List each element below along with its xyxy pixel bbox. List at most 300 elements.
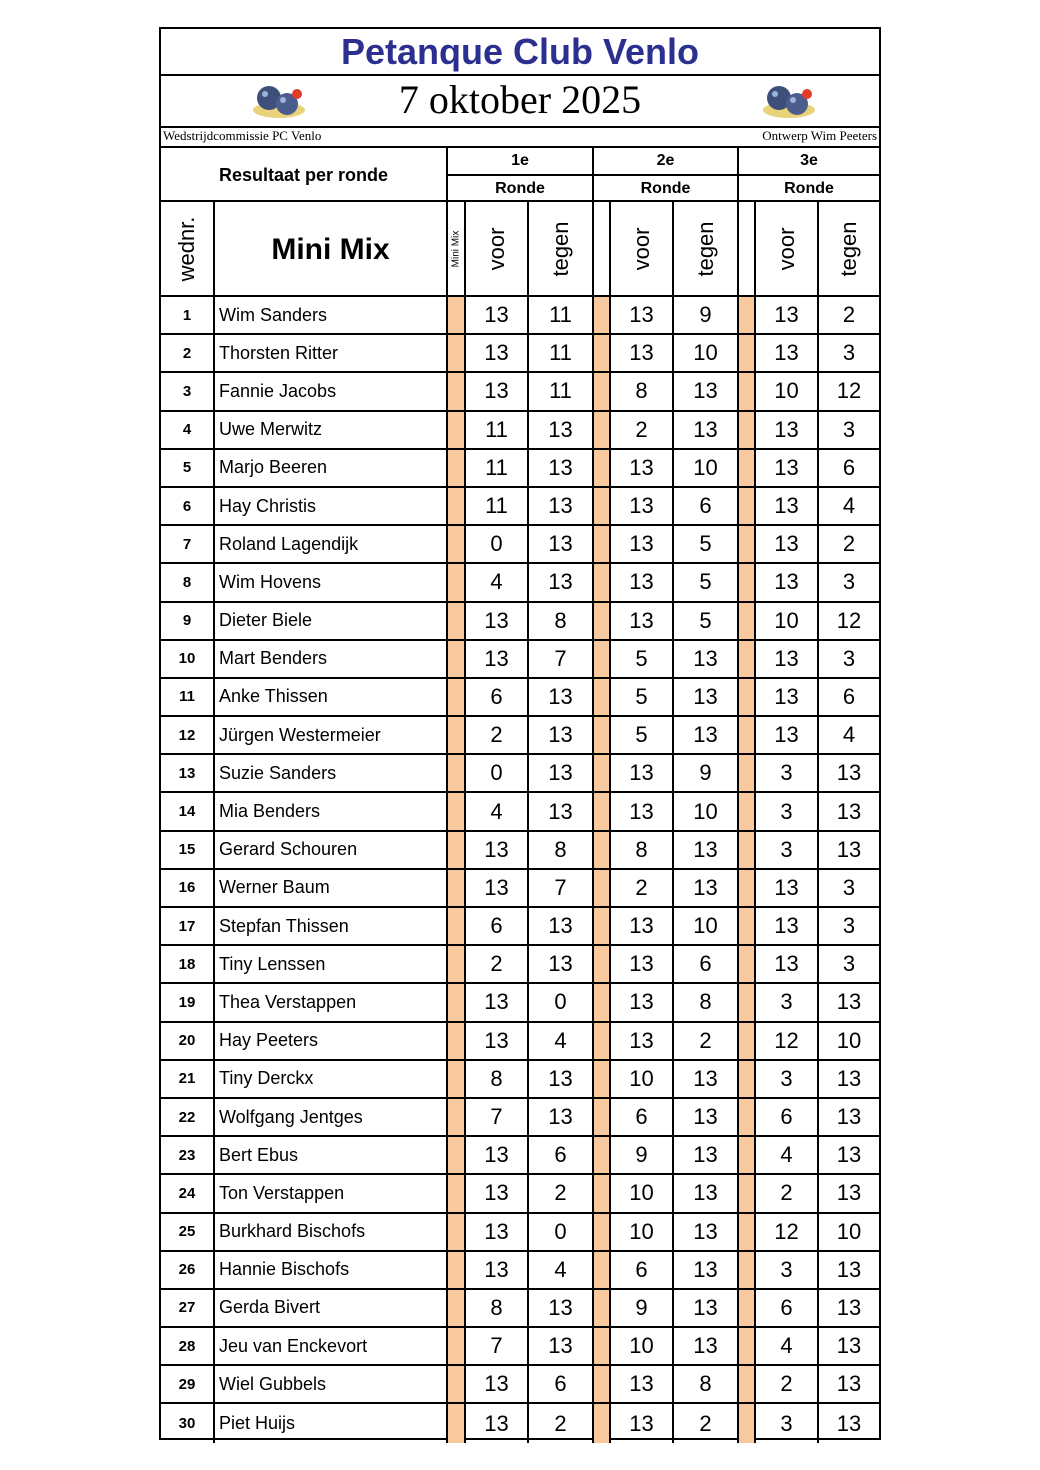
round-divider bbox=[739, 1252, 756, 1288]
score-tegen-r1: 2 bbox=[529, 1175, 594, 1211]
table-row bbox=[161, 679, 879, 717]
score-tegen-r1: 11 bbox=[529, 373, 594, 409]
col-header-wednr bbox=[161, 202, 215, 297]
round-divider bbox=[594, 1099, 611, 1135]
player-name: Stepfan Thissen bbox=[215, 908, 448, 944]
score-tegen-r3: 12 bbox=[836, 607, 862, 633]
round-divider bbox=[739, 870, 756, 906]
col-header-tegen-1 bbox=[529, 202, 594, 297]
table-row bbox=[161, 641, 879, 679]
score-voor-r3: 13 bbox=[756, 946, 819, 982]
player-number: 22 bbox=[161, 1099, 215, 1135]
score-voor-r2: 5 bbox=[611, 679, 674, 715]
round-divider bbox=[594, 488, 611, 524]
score-tegen-r3: 13 bbox=[836, 1065, 862, 1091]
player-number: 3 bbox=[161, 373, 215, 409]
round-divider bbox=[448, 1328, 466, 1364]
score-tegen-r1: 13 bbox=[529, 450, 594, 486]
player-number: 8 bbox=[161, 564, 215, 600]
score-voor-r2: 6 bbox=[611, 1252, 674, 1288]
score-voor-r2: 8 bbox=[611, 832, 674, 868]
score-voor-r2: 13 bbox=[611, 526, 674, 562]
score-voor-r1: 13 bbox=[466, 1023, 529, 1059]
round-divider bbox=[594, 641, 611, 677]
table-row bbox=[161, 1366, 879, 1404]
player-name: Gerda Bivert bbox=[215, 1290, 448, 1326]
table-row bbox=[161, 1214, 879, 1252]
score-voor-r3: 13 bbox=[756, 908, 819, 944]
player-name: Hay Peeters bbox=[215, 1023, 448, 1059]
table-row bbox=[161, 1404, 879, 1442]
results-sheet bbox=[159, 27, 881, 1440]
round-divider bbox=[448, 984, 466, 1020]
score-tegen-r3: 2 bbox=[842, 302, 856, 328]
score-tegen-r3: 13 bbox=[836, 1333, 862, 1359]
score-tegen-r2: 8 bbox=[674, 1366, 739, 1402]
score-tegen-r1: 13 bbox=[529, 755, 594, 791]
round-divider bbox=[448, 679, 466, 715]
score-voor-r3: 3 bbox=[756, 1252, 819, 1288]
score-tegen-r3: 3 bbox=[842, 913, 856, 939]
round-divider bbox=[594, 793, 611, 829]
score-voor-r1: 13 bbox=[466, 297, 529, 333]
round-divider bbox=[594, 564, 611, 600]
col-header-voor-2 bbox=[611, 202, 674, 297]
round-divider bbox=[739, 450, 756, 486]
round-divider bbox=[739, 679, 756, 715]
player-name: Dieter Biele bbox=[215, 603, 448, 639]
table-row bbox=[161, 1061, 879, 1099]
table-row bbox=[161, 946, 879, 984]
score-tegen-r1: 0 bbox=[529, 984, 594, 1020]
player-name: Jürgen Westermeier bbox=[215, 717, 448, 753]
score-tegen-r2: 5 bbox=[674, 564, 739, 600]
score-tegen-r1: 13 bbox=[529, 717, 594, 753]
round-divider bbox=[594, 1137, 611, 1173]
score-tegen-r1: 13 bbox=[529, 1061, 594, 1097]
round-divider bbox=[739, 335, 756, 371]
round-divider bbox=[594, 1214, 611, 1250]
score-tegen-r2: 13 bbox=[674, 641, 739, 677]
score-tegen-r3: 3 bbox=[842, 569, 856, 595]
table-row bbox=[161, 335, 879, 373]
round-divider bbox=[594, 373, 611, 409]
score-tegen-r3: 3 bbox=[842, 874, 856, 900]
results-table bbox=[161, 297, 879, 1443]
player-number: 6 bbox=[161, 488, 215, 524]
score-voor-r1: 2 bbox=[466, 946, 529, 982]
table-row bbox=[161, 412, 879, 450]
player-number: 16 bbox=[161, 870, 215, 906]
score-voor-r3: 13 bbox=[756, 564, 819, 600]
score-voor-r1: 8 bbox=[466, 1290, 529, 1326]
score-voor-r1: 13 bbox=[466, 1252, 529, 1288]
round-divider bbox=[594, 1290, 611, 1326]
score-tegen-r3: 2 bbox=[842, 531, 856, 557]
score-tegen-r3: 13 bbox=[836, 1294, 862, 1320]
player-number: 26 bbox=[161, 1252, 215, 1288]
score-tegen-r3: 13 bbox=[836, 836, 862, 862]
round-divider bbox=[739, 373, 756, 409]
score-voor-r2: 10 bbox=[611, 1328, 674, 1364]
player-name: Jeu van Enckevort bbox=[215, 1328, 448, 1364]
score-tegen-r3: 13 bbox=[836, 1371, 862, 1397]
player-number: 28 bbox=[161, 1328, 215, 1364]
round-sub: Ronde bbox=[640, 180, 691, 197]
round-divider bbox=[448, 832, 466, 868]
score-voor-r3: 13 bbox=[756, 870, 819, 906]
score-tegen-r3: 13 bbox=[836, 760, 862, 786]
score-tegen-r2: 9 bbox=[674, 297, 739, 333]
score-tegen-r2: 5 bbox=[674, 603, 739, 639]
score-tegen-r1: 13 bbox=[529, 793, 594, 829]
score-voor-r2: 8 bbox=[611, 373, 674, 409]
player-name: Roland Lagendijk bbox=[215, 526, 448, 562]
score-tegen-r3: 4 bbox=[842, 722, 856, 748]
credit-row bbox=[161, 126, 879, 148]
score-voor-r3: 13 bbox=[756, 526, 819, 562]
player-number: 21 bbox=[161, 1061, 215, 1097]
player-number: 5 bbox=[161, 450, 215, 486]
score-voor-r2: 9 bbox=[611, 1137, 674, 1173]
round-divider bbox=[448, 793, 466, 829]
score-voor-r3: 3 bbox=[756, 1061, 819, 1097]
round-sub: Ronde bbox=[495, 180, 545, 197]
col-header-voor-1 bbox=[466, 202, 529, 297]
round-divider bbox=[739, 946, 756, 982]
credit-left: Wedstrijdcommissie PC Venlo bbox=[163, 128, 322, 143]
round-divider bbox=[594, 946, 611, 982]
score-voor-r3: 6 bbox=[756, 1290, 819, 1326]
score-voor-r3: 13 bbox=[756, 335, 819, 371]
score-voor-r3: 10 bbox=[756, 373, 819, 409]
table-row bbox=[161, 526, 879, 564]
score-tegen-r3: 13 bbox=[836, 1142, 862, 1168]
score-voor-r2: 13 bbox=[611, 564, 674, 600]
round-divider bbox=[739, 526, 756, 562]
round-divider bbox=[594, 717, 611, 753]
score-tegen-r3: 13 bbox=[836, 1256, 862, 1282]
score-voor-r2: 10 bbox=[611, 1061, 674, 1097]
round-divider bbox=[448, 1252, 466, 1288]
round-divider bbox=[739, 1023, 756, 1059]
score-voor-r2: 10 bbox=[611, 1175, 674, 1211]
player-name: Fannie Jacobs bbox=[215, 373, 448, 409]
round-divider bbox=[448, 373, 466, 409]
score-tegen-r2: 13 bbox=[674, 1214, 739, 1250]
score-tegen-r2: 13 bbox=[674, 832, 739, 868]
round-divider bbox=[739, 1137, 756, 1173]
round-divider bbox=[739, 755, 756, 791]
score-tegen-r1: 6 bbox=[529, 1137, 594, 1173]
score-tegen-r3: 10 bbox=[836, 1027, 862, 1053]
score-voor-r1: 13 bbox=[466, 1404, 529, 1442]
score-voor-r1: 0 bbox=[466, 755, 529, 791]
score-voor-r1: 6 bbox=[466, 908, 529, 944]
score-voor-r2: 13 bbox=[611, 450, 674, 486]
player-number: 10 bbox=[161, 641, 215, 677]
score-voor-r2: 2 bbox=[611, 870, 674, 906]
player-name: Bert Ebus bbox=[215, 1137, 448, 1173]
player-name: Gerard Schouren bbox=[215, 832, 448, 868]
score-tegen-r1: 13 bbox=[529, 679, 594, 715]
score-voor-r3: 4 bbox=[756, 1328, 819, 1364]
score-voor-r2: 13 bbox=[611, 755, 674, 791]
score-voor-r3: 13 bbox=[756, 679, 819, 715]
col-header-name: Mini Mix bbox=[215, 202, 448, 297]
date-row bbox=[161, 74, 879, 128]
credit-right: Ontwerp Wim Peeters bbox=[762, 128, 877, 143]
score-voor-r3: 10 bbox=[756, 603, 819, 639]
player-name: Wolfgang Jentges bbox=[215, 1099, 448, 1135]
score-tegen-r1: 7 bbox=[529, 641, 594, 677]
score-tegen-r1: 13 bbox=[529, 526, 594, 562]
score-tegen-r2: 13 bbox=[674, 717, 739, 753]
score-voor-r3: 13 bbox=[756, 717, 819, 753]
score-voor-r3: 3 bbox=[756, 984, 819, 1020]
round-divider bbox=[448, 1290, 466, 1326]
round-divider bbox=[594, 870, 611, 906]
score-voor-r2: 13 bbox=[611, 1366, 674, 1402]
score-voor-r2: 5 bbox=[611, 717, 674, 753]
round-divider bbox=[448, 755, 466, 791]
score-tegen-r3: 13 bbox=[836, 1410, 862, 1436]
player-number: 18 bbox=[161, 946, 215, 982]
score-voor-r2: 13 bbox=[611, 793, 674, 829]
table-row bbox=[161, 755, 879, 793]
score-tegen-r1: 11 bbox=[529, 297, 594, 333]
score-voor-r2: 10 bbox=[611, 1214, 674, 1250]
round-divider bbox=[594, 984, 611, 1020]
score-tegen-r1: 2 bbox=[529, 1404, 594, 1442]
player-name: Tiny Derckx bbox=[215, 1061, 448, 1097]
round-divider bbox=[448, 870, 466, 906]
score-voor-r1: 13 bbox=[466, 984, 529, 1020]
col-tegen-label: tegen bbox=[692, 220, 718, 277]
col-tegen-label: tegen bbox=[836, 220, 861, 277]
round-divider bbox=[448, 946, 466, 982]
player-number: 19 bbox=[161, 984, 215, 1020]
table-row bbox=[161, 832, 879, 870]
score-tegen-r1: 6 bbox=[529, 1366, 594, 1402]
score-tegen-r3: 13 bbox=[836, 798, 862, 824]
table-row bbox=[161, 1137, 879, 1175]
score-voor-r2: 13 bbox=[611, 908, 674, 944]
player-number: 24 bbox=[161, 1175, 215, 1211]
table-row bbox=[161, 908, 879, 946]
score-tegen-r1: 13 bbox=[529, 1328, 594, 1364]
score-voor-r2: 9 bbox=[611, 1290, 674, 1326]
score-tegen-r2: 6 bbox=[674, 946, 739, 982]
score-voor-r1: 0 bbox=[466, 526, 529, 562]
event-date: 7 oktober 2025 bbox=[398, 77, 642, 122]
player-number: 2 bbox=[161, 335, 215, 371]
player-number: 20 bbox=[161, 1023, 215, 1059]
score-voor-r3: 3 bbox=[756, 1404, 819, 1442]
round-divider bbox=[594, 755, 611, 791]
round-divider bbox=[594, 1366, 611, 1402]
score-tegen-r3: 12 bbox=[836, 378, 862, 404]
score-voor-r2: 13 bbox=[611, 984, 674, 1020]
col-tegen-label: tegen bbox=[547, 220, 573, 277]
round-divider bbox=[739, 1175, 756, 1211]
score-tegen-r2: 13 bbox=[674, 1061, 739, 1097]
player-number: 27 bbox=[161, 1290, 215, 1326]
score-voor-r2: 13 bbox=[611, 297, 674, 333]
round-divider bbox=[594, 1328, 611, 1364]
score-voor-r2: 6 bbox=[611, 1099, 674, 1135]
round-divider bbox=[594, 832, 611, 868]
table-row bbox=[161, 717, 879, 755]
table-row bbox=[161, 1252, 879, 1290]
score-voor-r3: 3 bbox=[756, 755, 819, 791]
score-voor-r1: 13 bbox=[466, 870, 529, 906]
score-tegen-r1: 13 bbox=[529, 488, 594, 524]
player-name: Mart Benders bbox=[215, 641, 448, 677]
score-tegen-r2: 10 bbox=[674, 793, 739, 829]
player-name: Hay Christis bbox=[215, 488, 448, 524]
table-row bbox=[161, 373, 879, 411]
col-voor-label: voor bbox=[773, 227, 799, 270]
score-voor-r1: 13 bbox=[466, 1366, 529, 1402]
player-name: Werner Baum bbox=[215, 870, 448, 906]
table-row bbox=[161, 1099, 879, 1137]
score-tegen-r1: 8 bbox=[529, 832, 594, 868]
round-divider bbox=[448, 641, 466, 677]
round-divider bbox=[448, 908, 466, 944]
table-row bbox=[161, 564, 879, 602]
player-number: 9 bbox=[161, 603, 215, 639]
score-voor-r3: 12 bbox=[756, 1214, 819, 1250]
round-sub: Ronde bbox=[784, 180, 834, 197]
player-name: Uwe Merwitz bbox=[215, 412, 448, 448]
score-voor-r1: 13 bbox=[466, 1175, 529, 1211]
score-tegen-r2: 13 bbox=[674, 679, 739, 715]
player-number: 29 bbox=[161, 1366, 215, 1402]
round-divider bbox=[594, 603, 611, 639]
player-number: 13 bbox=[161, 755, 215, 791]
score-tegen-r2: 13 bbox=[674, 1175, 739, 1211]
round-divider bbox=[594, 1252, 611, 1288]
player-number: 23 bbox=[161, 1137, 215, 1173]
score-voor-r1: 11 bbox=[466, 488, 529, 524]
section-label: Resultaat per ronde bbox=[161, 148, 448, 202]
col-header-tegen-3 bbox=[819, 202, 879, 297]
score-voor-r2: 13 bbox=[611, 946, 674, 982]
round-label: 3e bbox=[739, 148, 879, 176]
round-divider bbox=[739, 1328, 756, 1364]
table-row bbox=[161, 1175, 879, 1213]
player-number: 14 bbox=[161, 793, 215, 829]
score-tegen-r2: 10 bbox=[674, 908, 739, 944]
player-number: 15 bbox=[161, 832, 215, 868]
table-row bbox=[161, 603, 879, 641]
score-voor-r3: 13 bbox=[756, 297, 819, 333]
col-voor-label: voor bbox=[628, 227, 654, 270]
score-voor-r1: 13 bbox=[466, 641, 529, 677]
score-tegen-r2: 10 bbox=[674, 335, 739, 371]
player-number: 17 bbox=[161, 908, 215, 944]
score-voor-r1: 2 bbox=[466, 717, 529, 753]
player-name: Wim Hovens bbox=[215, 564, 448, 600]
score-tegen-r2: 13 bbox=[674, 373, 739, 409]
page-title: Petanque Club Venlo bbox=[161, 29, 879, 76]
score-voor-r1: 4 bbox=[466, 564, 529, 600]
score-voor-r1: 8 bbox=[466, 1061, 529, 1097]
score-tegen-r2: 2 bbox=[674, 1023, 739, 1059]
table-row bbox=[161, 1328, 879, 1366]
score-tegen-r3: 3 bbox=[842, 416, 856, 442]
round-divider bbox=[594, 412, 611, 448]
score-voor-r3: 13 bbox=[756, 641, 819, 677]
round-divider bbox=[448, 1366, 466, 1402]
round-divider bbox=[739, 717, 756, 753]
round-divider bbox=[739, 1366, 756, 1402]
col-header-voor-3 bbox=[756, 202, 819, 297]
player-name: Ton Verstappen bbox=[215, 1175, 448, 1211]
round-divider bbox=[739, 832, 756, 868]
col-header-divider-3 bbox=[739, 202, 756, 297]
round-divider bbox=[739, 488, 756, 524]
score-tegen-r1: 8 bbox=[529, 603, 594, 639]
score-tegen-r1: 7 bbox=[529, 870, 594, 906]
score-tegen-r2: 9 bbox=[674, 755, 739, 791]
score-tegen-r3: 3 bbox=[842, 645, 856, 671]
player-number: 1 bbox=[161, 297, 215, 333]
round-divider bbox=[448, 412, 466, 448]
score-tegen-r1: 13 bbox=[529, 412, 594, 448]
score-voor-r2: 2 bbox=[611, 412, 674, 448]
score-tegen-r3: 6 bbox=[842, 683, 856, 709]
score-voor-r3: 3 bbox=[756, 832, 819, 868]
table-row bbox=[161, 984, 879, 1022]
round-divider bbox=[448, 564, 466, 600]
round-divider bbox=[594, 1404, 611, 1442]
round-divider bbox=[448, 1023, 466, 1059]
player-name: Wiel Gubbels bbox=[215, 1366, 448, 1402]
player-number: 12 bbox=[161, 717, 215, 753]
score-tegen-r3: 13 bbox=[836, 1180, 862, 1206]
score-tegen-r1: 11 bbox=[529, 335, 594, 371]
table-row bbox=[161, 1023, 879, 1061]
score-voor-r3: 13 bbox=[756, 412, 819, 448]
table-row bbox=[161, 297, 879, 335]
player-number: 4 bbox=[161, 412, 215, 448]
player-number: 30 bbox=[161, 1404, 215, 1442]
round-divider bbox=[594, 450, 611, 486]
round-divider bbox=[739, 641, 756, 677]
round-divider bbox=[739, 1214, 756, 1250]
round-label: 2e bbox=[594, 148, 737, 176]
round-divider bbox=[448, 335, 466, 371]
round-divider bbox=[739, 1404, 756, 1442]
player-name: Hannie Bischofs bbox=[215, 1252, 448, 1288]
round-divider bbox=[739, 1099, 756, 1135]
score-voor-r2: 13 bbox=[611, 603, 674, 639]
table-row bbox=[161, 793, 879, 831]
round-divider bbox=[448, 450, 466, 486]
table-row bbox=[161, 1290, 879, 1328]
score-tegen-r2: 2 bbox=[674, 1404, 739, 1442]
score-tegen-r2: 13 bbox=[674, 1099, 739, 1135]
round-divider bbox=[739, 1290, 756, 1326]
score-tegen-r1: 13 bbox=[529, 908, 594, 944]
score-tegen-r3: 3 bbox=[842, 951, 856, 977]
score-tegen-r1: 4 bbox=[529, 1023, 594, 1059]
col-header-minimix bbox=[448, 202, 466, 297]
score-voor-r2: 13 bbox=[611, 1023, 674, 1059]
score-voor-r1: 7 bbox=[466, 1328, 529, 1364]
